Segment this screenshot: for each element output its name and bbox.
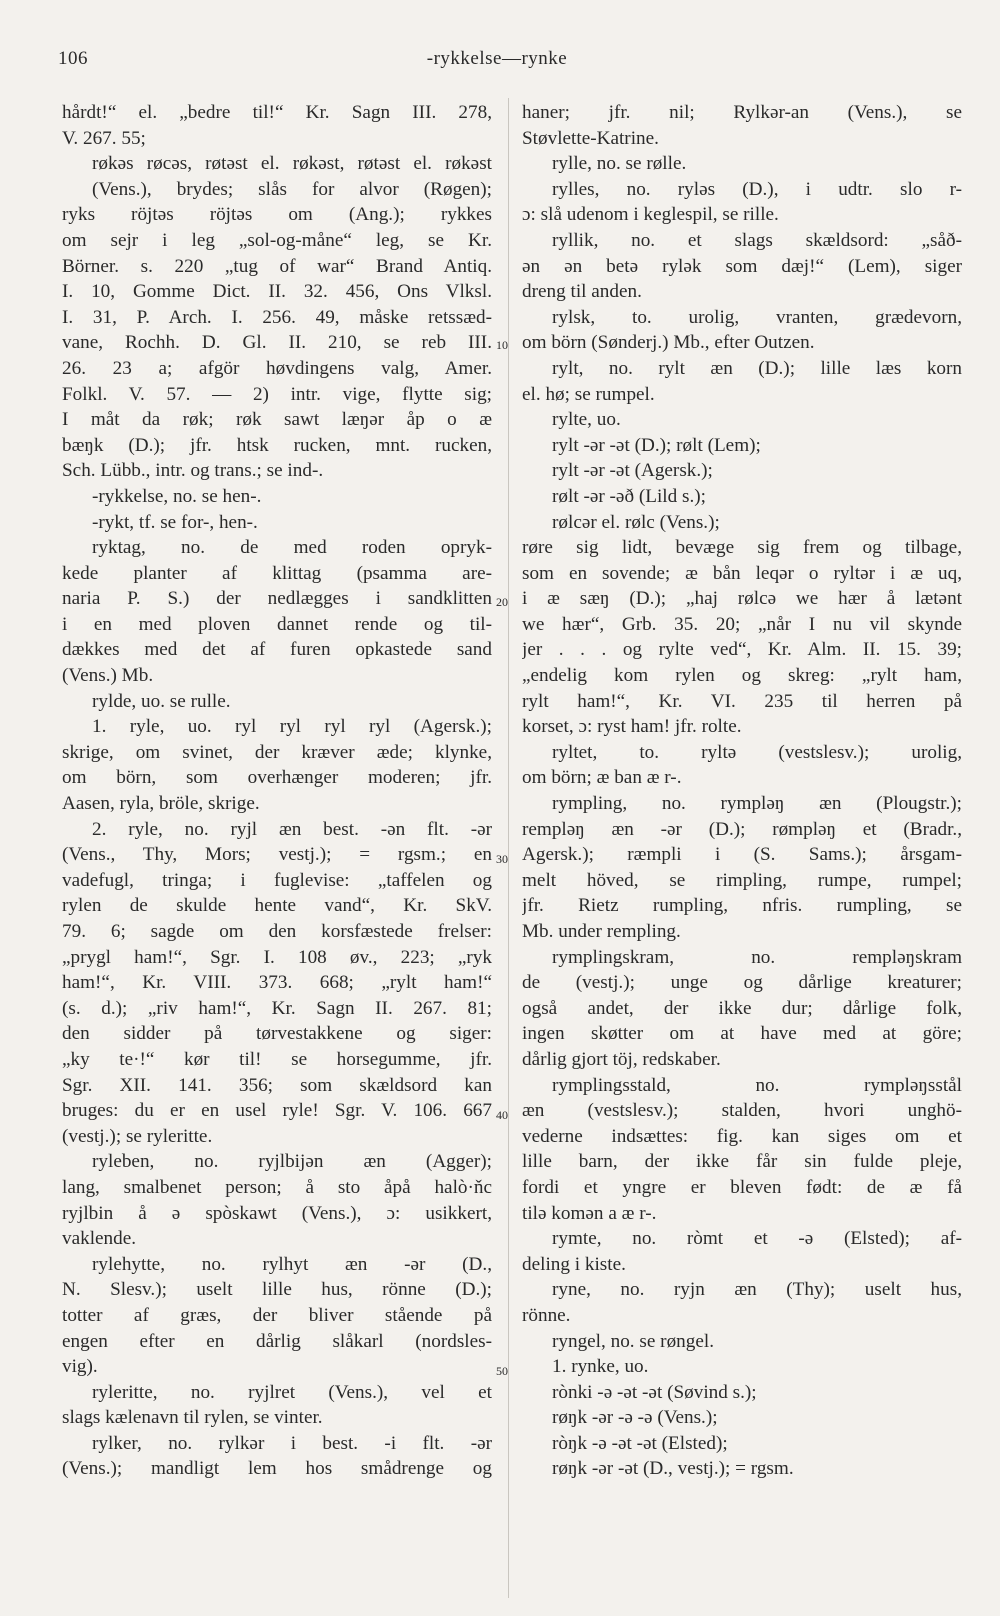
- text-line: tilə komən a æ r-.: [522, 1202, 657, 1224]
- column-divider: [508, 98, 509, 1598]
- line-number-30: 30: [496, 852, 508, 866]
- text-line: bæŋk (D.); jfr. htsk rucken, mnt. rucken,: [62, 434, 492, 456]
- text-line: 79. 6; sagde om den korsfæstede frelser:: [62, 921, 492, 942]
- text-line: I måt da røk; røk sawt læŋər åp o æ: [62, 409, 492, 431]
- text-line: 26. 23 a; afgör høvdingens valg, Amer.: [62, 357, 492, 379]
- text-line: Börner. s. 220 „tug of war“ Brand Antiq.: [62, 255, 492, 277]
- entry-headword-line: ryne, no. ryjn æn (Thy); uselt hus,: [552, 1279, 962, 1301]
- line-number-50: 50: [496, 1364, 508, 1378]
- entry-headword-line: rymplingskram, no. rempləŋskram: [552, 946, 962, 968]
- text-line: ròŋk -ə -ət -ət (Elsted);: [552, 1432, 728, 1454]
- text-line: æn (vestslesv.); stalden, hvori unghö-: [522, 1100, 962, 1122]
- entry-headword-line: ryngel, no. se røngel.: [552, 1330, 714, 1352]
- entry-headword-line: rylsk, to. urolig, vranten, grædevorn,: [552, 306, 962, 328]
- text-line: i æ sæŋ (D.); „haj rølcə we hær å lætənt: [522, 588, 962, 610]
- text-line: Mb. under rempling.: [522, 921, 681, 942]
- text-line: I. 31, P. Arch. I. 256. 49, måske retssæd-: [62, 306, 492, 328]
- entry-headword-line: rylehytte, no. rylhyt æn -ər (D.,: [92, 1253, 492, 1275]
- text-line: (Vens.); mandligt lem hos smådrenge og: [62, 1458, 492, 1480]
- page-number: 106: [58, 48, 88, 69]
- text-line: Aasen, ryla, bröle, skrige.: [62, 793, 260, 815]
- entry-headword-line: -rykt, tf. se for-, hen-.: [92, 511, 258, 533]
- text-line: rònki -ə -ət -ət (Søvind s.);: [552, 1381, 757, 1403]
- text-line: (vestj.); se ryleritte.: [62, 1125, 213, 1147]
- text-line: rylt -ər -ət (Agersk.);: [552, 460, 713, 482]
- text-line: dækkes med det af furen opkastede sand: [62, 639, 492, 661]
- entry-headword-line: rymte, no. ròmt et -ə (Elsted); af-: [552, 1228, 962, 1250]
- text-line: I. 10, Gomme Dict. II. 32. 456, Ons Vlksl.: [62, 281, 492, 303]
- left-column: [62, 100, 492, 1482]
- text-line: (s. d.); „riv ham!“, Kr. Sagn II. 267. 81;: [62, 997, 492, 1019]
- text-line: korset, ɔ: ryst ham! jfr. rolte.: [522, 716, 742, 738]
- running-head: -rykkelse—rynke: [426, 48, 568, 69]
- text-line: om börn (Sønderj.) Mb., efter Outzen.: [522, 332, 815, 354]
- page-header: [54, 48, 940, 78]
- text-line: vaklende.: [62, 1228, 137, 1250]
- entry-headword-line: rympling, no. rympləŋ æn (Plougstr.);: [552, 793, 962, 815]
- text-line: ɔ: slå udenom i keglespil, se rille.: [522, 204, 779, 226]
- text-line: ryjlbin å ə spòskawt (Vens.), ɔ: usikkert,: [62, 1202, 492, 1224]
- text-line: el. hø; se rumpel.: [522, 383, 655, 405]
- entry-headword-line: rylde, uo. se rulle.: [92, 690, 231, 712]
- text-line: røre sig lidt, bevæge sig frem og tilbage,: [522, 537, 962, 559]
- right-column: [522, 100, 962, 1482]
- text-line: N. Slesv.); uselt lille hus, rönne (D.);: [62, 1279, 492, 1301]
- text-line: slags kælenavn til rylen, se vinter.: [62, 1407, 323, 1429]
- text-line: lang, smalbenet person; å sto åpå halò·ňc: [62, 1176, 492, 1198]
- entry-headword-line: 2. ryle, no. ryjl æn best. -ən flt. -ər: [92, 818, 492, 840]
- text-line: „prygl ham!“, Sgr. I. 108 øv., 223; „ryk: [62, 946, 492, 968]
- line-number-40: 40: [496, 1108, 508, 1122]
- text-line: vederne indsættes: fig. kan siges om et: [522, 1125, 962, 1147]
- text-line: vane, Rochh. D. Gl. II. 210, se reb III.: [62, 332, 492, 354]
- text-line: jer . . . og rylte ved“, Kr. Alm. II. 15. 39;: [522, 639, 962, 661]
- text-line: we hær“, Grb. 35. 20; „når I nu vil skynde: [522, 613, 962, 635]
- text-line: Folkl. V. 57. — 2) intr. vige, flytte sig;: [62, 383, 492, 405]
- entry-headword-line: 1. rynke, uo.: [552, 1356, 649, 1378]
- text-line: dreng til anden.: [522, 281, 642, 303]
- text-line: dårlig gjort töj, redskaber.: [522, 1048, 721, 1070]
- text-line: „endelig kom rylen og skreg: „rylt ham,: [522, 665, 962, 687]
- text-line: (Vens.), brydes; slås for alvor (Røgen);: [92, 178, 492, 200]
- text-line: den sidder på tørvestakkene og siger:: [62, 1023, 492, 1045]
- text-line: melt höved, se rimpling, rumpe, rumpel;: [522, 869, 962, 891]
- text-line: ryks röjtəs röjtəs om (Ang.); rykkes: [62, 204, 492, 226]
- entry-headword-line: ryltet, to. ryltə (vestslesv.); urolig,: [552, 741, 962, 763]
- entry-headword-line: rylle, no. se rølle.: [552, 153, 687, 175]
- text-line: naria P. S.) der nedlægges i sandklitten: [62, 588, 492, 610]
- text-line: (Vens.) Mb.: [62, 665, 154, 687]
- text-line: kede planter af klittag (psamma are-: [62, 562, 492, 584]
- text-line: også andet, der ikke dur; dårlige folk,: [522, 997, 962, 1019]
- text-line: lille barn, der ikke får sin fulde pleje,: [522, 1151, 962, 1173]
- entry-headword-line: ryllik, no. et slags skældsord: „såð-: [552, 229, 962, 251]
- text-line: Agersk.); ræmpli i (S. Sams.); årsgam-: [522, 844, 962, 866]
- text-line: røŋk -ər -ət (D., vestj.); = rgsm.: [552, 1458, 794, 1480]
- text-line: Sgr. XII. 141. 356; som skældsord kan: [62, 1074, 492, 1096]
- text-line: deling i kiste.: [522, 1253, 626, 1275]
- entry-headword-line: rylt, no. rylt æn (D.); lille læs korn: [552, 357, 962, 379]
- text-line: rempləŋ æn -ər (D.); rømpləŋ et (Bradr.,: [522, 818, 962, 840]
- text-line: bruges: du er en usel ryle! Sgr. V. 106. 667: [62, 1100, 492, 1122]
- text-line: rylt -ər -ət (D.); rølt (Lem);: [552, 434, 761, 456]
- text-line: rönne.: [522, 1304, 571, 1326]
- entry-headword-line: ryktag, no. de med roden opryk-: [92, 537, 492, 559]
- entry-headword-line: rylte, uo.: [552, 409, 621, 431]
- text-line: ingen skøtter om at have med at göre;: [522, 1023, 962, 1045]
- entry-headword-line: 1. ryle, uo. ryl ryl ryl ryl (Agersk.);: [92, 716, 492, 738]
- entry-headword-line: rylker, no. rylkər i best. -i flt. -ər: [92, 1432, 492, 1454]
- text-line: ham!“, Kr. VIII. 373. 668; „rylt ham!“: [62, 972, 492, 994]
- text-line: i en med ploven dannet rende og til-: [62, 613, 492, 635]
- text-line: totter af græs, der bliver stående på: [62, 1304, 492, 1326]
- entry-headword-line: -rykkelse, no. se hen-.: [92, 485, 262, 507]
- text-line: fordi et yngre er bleven født: de æ få: [522, 1176, 962, 1198]
- text-line: vadefugl, tringa; i fuglevise: „taffelen og: [62, 869, 492, 891]
- text-line: engen efter en dårlig slåkarl (nordsles-: [62, 1330, 492, 1352]
- text-line: ən ən betə rylək som dæj!“ (Lem), siger: [522, 255, 962, 277]
- text-line: skrige, om svinet, der kræver æde; klynke,: [62, 741, 492, 763]
- text-line: haner; jfr. nil; Rylkər-an (Vens.), se: [522, 102, 962, 123]
- text-line: jfr. Rietz rumpling, nfris. rumpling, se: [522, 895, 962, 917]
- text-line: rylt ham!“, Kr. VI. 235 til herren på: [522, 690, 962, 712]
- line-number-10: 10: [496, 338, 508, 352]
- text-line: V. 267. 55;: [62, 127, 146, 149]
- entry-headword-line: ryleritte, no. ryjlret (Vens.), vel et: [92, 1381, 492, 1403]
- text-line: „ky te·!“ kør til! se horsegumme, jfr.: [62, 1048, 492, 1070]
- text-line: de (vestj.); unge og dårlige kreaturer;: [522, 972, 962, 994]
- text-line: om börn, som overhænger moderen; jfr.: [62, 767, 492, 789]
- text-line: røŋk -ər -ə -ə (Vens.);: [552, 1407, 718, 1429]
- entry-headword-line: rymplingsstald, no. rympləŋsstål: [552, 1074, 962, 1096]
- text-line: som en sovende; æ bån leqər o ryltər i æ uq,: [522, 562, 962, 584]
- text-line: vig).: [62, 1356, 98, 1378]
- text-line: rølcər el. rølc (Vens.);: [552, 511, 720, 533]
- text-line: rylen de skulde hente vand“, Kr. SkV.: [62, 895, 492, 917]
- text-line: om börn; æ ban æ r-.: [522, 767, 682, 789]
- text-line: Sch. Lübb., intr. og trans.; se ind-.: [62, 460, 324, 482]
- line-number-20: 20: [496, 595, 508, 609]
- text-line: røkəs røcəs, røtəst el. røkəst, røtəst el. røkəst: [92, 153, 492, 175]
- entry-headword-line: rylles, no. ryləs (D.), i udtr. slo r-: [552, 178, 962, 200]
- text-line: (Vens., Thy, Mors; vestj.); = rgsm.; en: [62, 844, 492, 866]
- text-line: om sejr i leg „sol-og-måne“ leg, se Kr.: [62, 229, 492, 251]
- text-line: hårdt!“ el. „bedre til!“ Kr. Sagn III. 278,: [62, 102, 492, 123]
- entry-headword-line: ryleben, no. ryjlbijən æn (Agger);: [92, 1151, 492, 1173]
- text-line: Støvlette-Katrine.: [522, 127, 659, 149]
- text-line: rølt -ər -əð (Lild s.);: [552, 485, 706, 507]
